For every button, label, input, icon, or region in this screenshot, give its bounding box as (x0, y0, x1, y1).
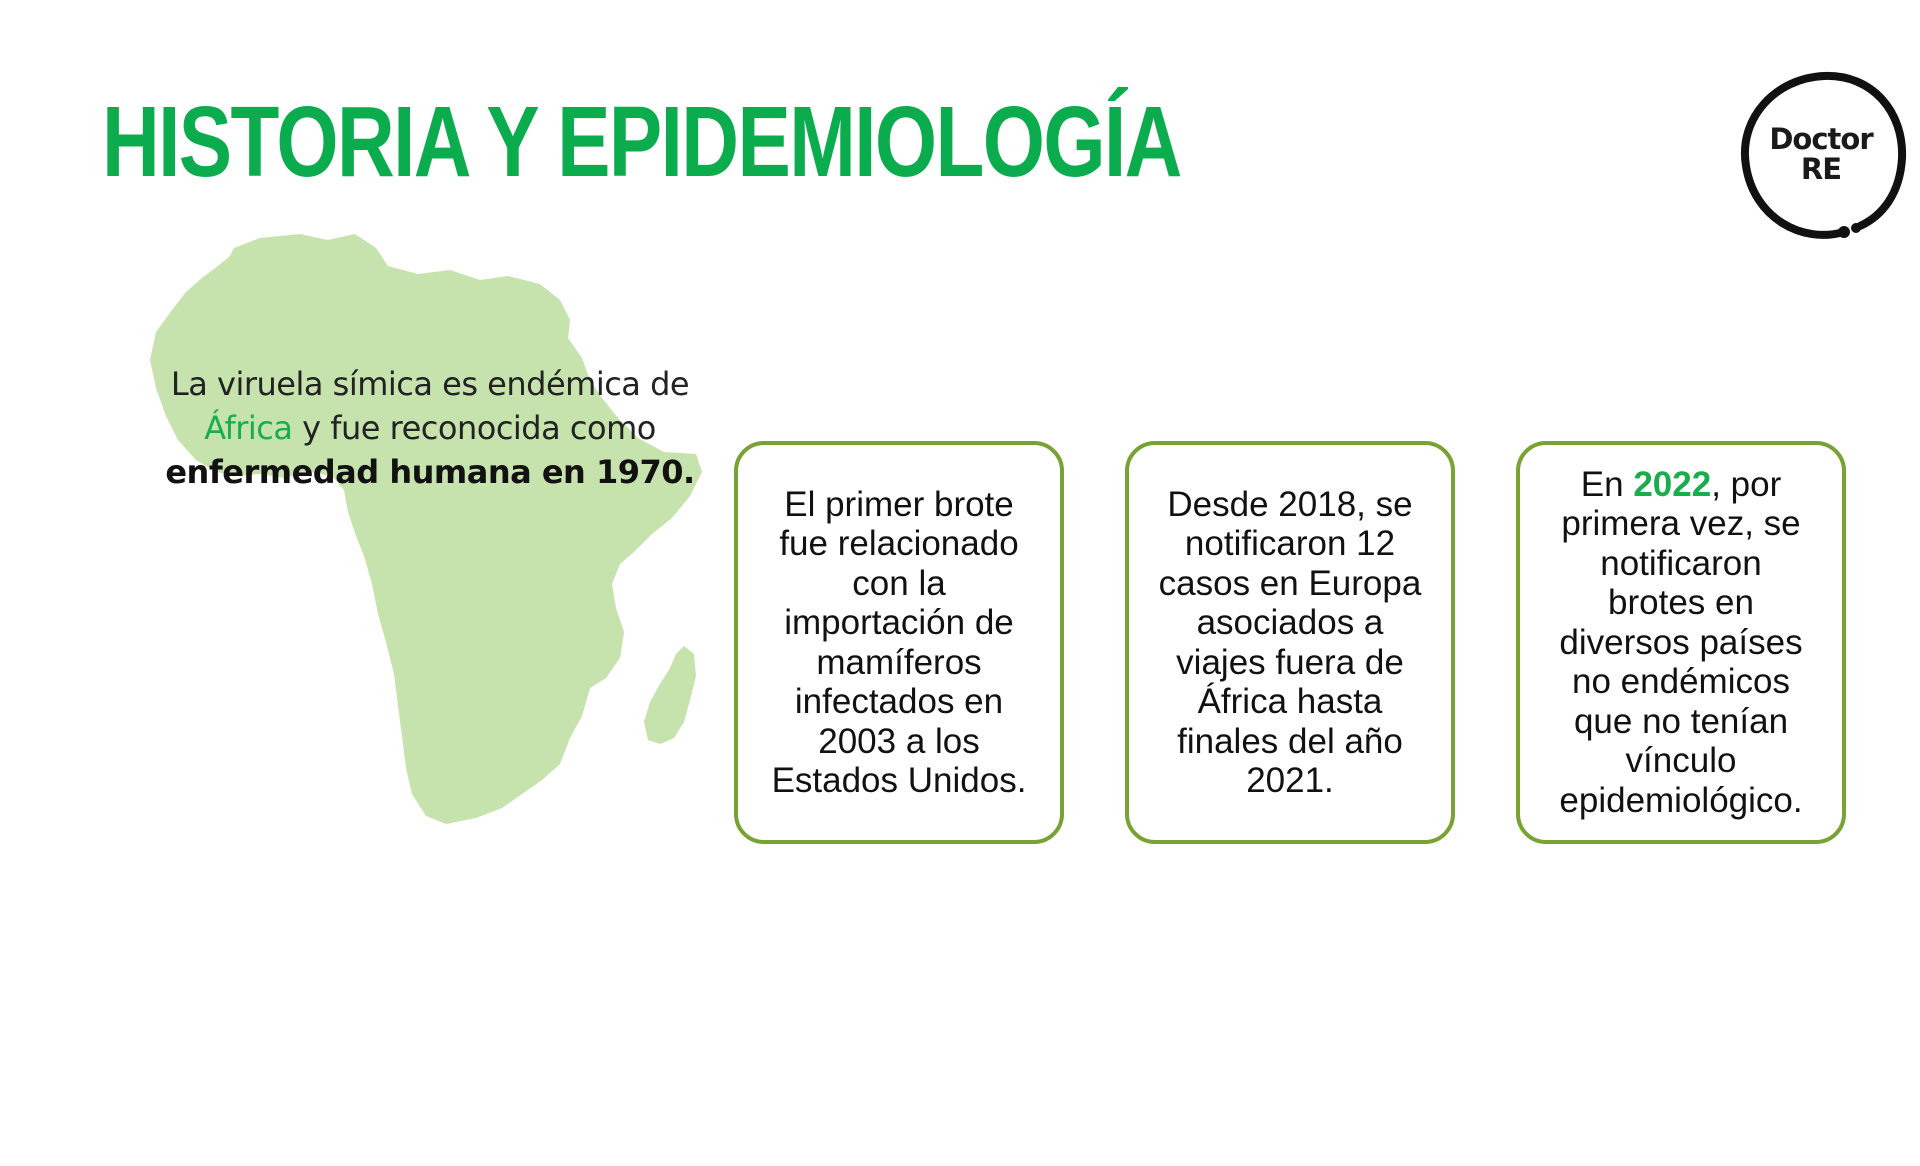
card-3-line: notificaron (1600, 543, 1762, 583)
card-1-line: Estados Unidos. (771, 761, 1027, 800)
card-2-line: casos en Europa (1158, 563, 1422, 603)
intro-highlight-africa: África (204, 409, 293, 447)
card-3-line: epidemiológico. (1559, 780, 1803, 820)
card-2-line: África hasta (1197, 682, 1383, 721)
card-1-line: con la (852, 563, 946, 603)
card-2-line: notificaron 12 (1184, 524, 1396, 563)
intro-line-2 (120, 406, 740, 450)
card-3-line: diversos países (1559, 622, 1803, 662)
card-2-line: 2021. (1246, 761, 1334, 800)
intro-part-2: y fue reconocida como (302, 409, 656, 447)
logo-line-2: RE (1800, 152, 1842, 186)
card-2-line: finales del año (1177, 721, 1403, 761)
africa-map-icon (150, 228, 710, 838)
card-3-line: primera vez, se (1561, 504, 1801, 544)
card-1-line: fue relacionado (779, 524, 1019, 563)
card-1-line: El primer brote (784, 484, 1014, 524)
card-1-line: importación de (784, 603, 1014, 642)
doctor-re-logo (1732, 66, 1910, 244)
card-1-line: infectados en (794, 682, 1004, 721)
card-3-pre: En (1580, 464, 1624, 504)
card-1-line: 2003 a los (818, 721, 980, 761)
card-1-text (760, 485, 1039, 801)
card-2-line: asociados a (1196, 603, 1384, 642)
card-3-line: vínculo (1625, 741, 1737, 781)
card-3-line: no endémicos (1572, 662, 1790, 702)
card-2-text (1147, 485, 1434, 801)
intro-bold: enfermedad humana en 1970. (165, 453, 695, 491)
intro-line-1: La viruela símica es endémica de (170, 365, 690, 403)
intro-text (120, 362, 740, 494)
card-3-post: , por (1711, 464, 1782, 504)
card-2-line: Desde 2018, se (1167, 484, 1413, 524)
card-3-text (1547, 465, 1814, 821)
card-1-line: mamíferos (816, 642, 982, 682)
card-3-highlight-year: 2022 (1633, 464, 1712, 504)
card-3-line: que no tenían (1573, 701, 1789, 741)
slide-title: HISTORIA Y EPIDEMIOLOGÍA (102, 86, 1181, 198)
card-3-line: brotes en (1608, 583, 1754, 623)
logo-text (1732, 124, 1910, 184)
info-card-2 (1125, 441, 1455, 844)
info-card-1 (734, 441, 1064, 844)
card-2-line: viajes fuera de (1176, 642, 1404, 682)
logo-line-1: Doctor (1769, 122, 1873, 156)
info-card-3 (1516, 441, 1846, 844)
